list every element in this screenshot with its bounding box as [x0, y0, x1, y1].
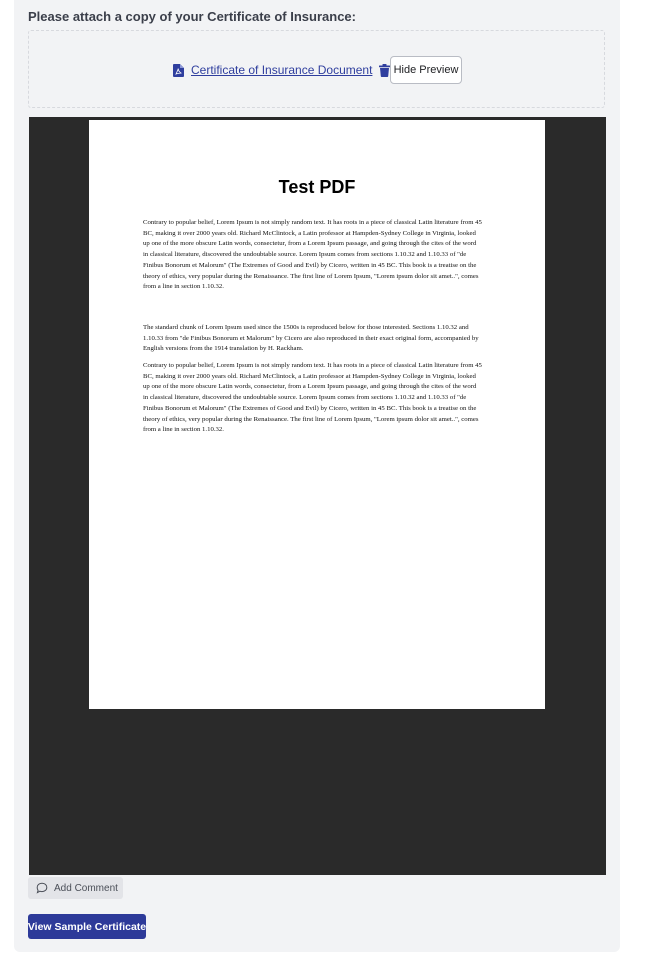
trash-icon[interactable]: [379, 64, 390, 77]
hide-preview-button[interactable]: Hide Preview: [390, 56, 462, 84]
pdf-paragraph: Contrary to popular belief, Lorem Ipsum is not simply random text. It has roots in a piece of classical Latin literature from 45 BC, making it over 2000 years old. Richard McClintock, a Latin professor at Hampden-Sydney College in Virginia, looked up one of the more obscure Latin words, consectetur, from a Lorem Ipsum passage, and going through the cites of the word in classical literature, discovered the undoubtable source. Lorem Ipsum comes from sections 1.10.32 and 1.10.33 of "de Finibus Bonorum et Malorum" (The Extremes of Good and Evil) by Cicero, written in 45 BC. This book is a treatise on the theory of ethics, very popular during the Renaissance. The first line of Lorem Ipsum, "Lorem ipsum dolor sit amet..", comes from a line in section 1.10.32.: [143, 362, 482, 434]
pdf-title: Test PDF: [278, 177, 356, 197]
add-comment-button[interactable]: [28, 877, 123, 899]
attached-file-link[interactable]: Certificate of Insurance Document: [191, 63, 373, 77]
add-comment-label: Add Comment: [54, 882, 118, 894]
section-title: Please attach a copy of your Certificate of Insurance:: [28, 9, 356, 24]
pdf-paragraph: Contrary to popular belief, Lorem Ipsum is not simply random text. It has roots in a piece of classical Latin literature from 45 BC, making it over 2000 years old. Richard McClintock, a Latin professor at Hampden-Sydney College in Virginia, looked up one of the more obscure Latin words, consectetur, from a Lorem Ipsum passage, and going through the cites of the word in classical literature, discovered the undoubtable source. Lorem Ipsum comes from sections 1.10.32 and 1.10.33 of "de Finibus Bonorum et Malorum" (The Extremes of Good and Evil) by Cicero, written in 45 BC. This book is a treatise on the theory of ethics, very popular during the Renaissance. The first line of Lorem Ipsum, "Lorem ipsum dolor sit amet..", comes from a line in section 1.10.32.: [143, 219, 482, 291]
speech-bubble-icon: [36, 882, 48, 894]
attached-file-row: [173, 58, 390, 82]
pdf-paragraph: The standard chunk of Lorem Ipsum used since the 1500s is reproduced below for those interested. Sections 1.10.32 and 1.10.33 from "de Finibus Bonorum et Malorum" by Cicero are also reproduced in their exact original form, accompanied by English versions from the 1914 translation by H. Rackham.: [143, 324, 479, 353]
pdf-page: [89, 120, 545, 709]
pdf-file-icon: [173, 64, 184, 77]
pdf-preview-viewer[interactable]: [29, 117, 606, 875]
view-sample-certificate-button[interactable]: View Sample Certificate: [28, 914, 146, 939]
attachment-dropzone[interactable]: [28, 30, 605, 108]
